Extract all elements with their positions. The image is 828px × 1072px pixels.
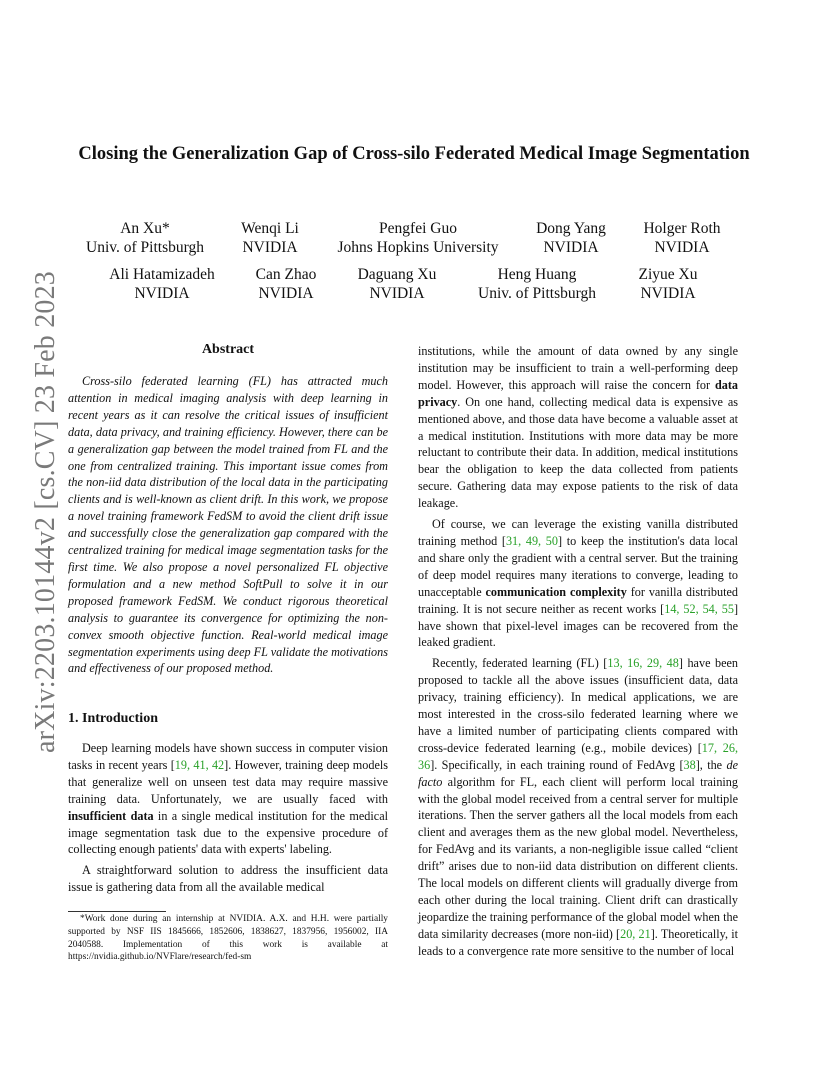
author-name: Holger Roth	[643, 220, 721, 237]
text-run: in a single medical institution for the medical image segmentation task due to the expensive procedure of collecting enough patients' data with experts' labeling.	[68, 808, 388, 857]
text-run: ], the	[695, 757, 727, 772]
author-block	[478, 265, 596, 303]
author-block	[358, 265, 437, 303]
author-affiliation: NVIDIA	[258, 285, 314, 302]
emphasis: data privacy	[418, 377, 738, 409]
author-name: Ziyue Xu	[638, 266, 698, 283]
author-affiliation: NVIDIA	[242, 239, 298, 256]
footnote-divider	[68, 911, 166, 912]
author-name: Wenqi Li	[241, 220, 299, 237]
author-block	[241, 219, 299, 257]
author-block	[256, 265, 317, 303]
arxiv-identifier: arXiv:2203.10144v2 [cs.CV] 23 Feb 2023	[30, 270, 61, 754]
author-name: Ali Hatamizadeh	[109, 266, 215, 283]
text-run: ]. Specifically, in each training round of FedAvg [	[430, 757, 684, 772]
author-name: Pengfei Guo	[379, 220, 457, 237]
author-name: Daguang Xu	[357, 266, 437, 283]
author-block	[639, 265, 698, 303]
author-affiliation: Univ. of Pittsburgh	[478, 285, 596, 302]
footnote-text: *Work done during an internship at NVIDIA. A.X. and H.H. were partially supported by NSF IIS 1845666, 1852606, 1838627, 1837956, 1956002, IIA 2040588. Implementation of this work is available at https://nvidia.github.io/NVFlare/research/fed-sm	[68, 914, 388, 963]
text-run: ] to keep the institution's data local and share only the gradient with a central server. But the training of deep model requires many iterations to converge, leading to unacceptable	[418, 533, 738, 599]
paragraph: A straightforward solution to address the insufficient data issue is gathering data from all the available medical	[68, 863, 388, 895]
text-run: ]. However, training deep models that generalize well on unseen test data may require massive training data. Unfortunately, we are usually faced with	[68, 757, 389, 806]
emphasis: de facto	[418, 757, 738, 789]
author-block	[86, 219, 204, 257]
citation-link[interactable]: 17, 26, 36	[418, 740, 738, 772]
abstract-heading: Abstract	[201, 342, 255, 357]
emphasis: communication complexity	[485, 584, 627, 599]
abstract-text: Cross-silo federated learning (FL) has attracted much attention in medical imaging analysis with deep learning in recent years as it can resolve the critical issues of insufficient data, data privacy, and training efficiency. However, there can be a generalization gap between the model trained from FL and the one from centralized training. This important issue comes from the non-iid data distribution of the local data in the participating clients and is well-known as client drift. In this work, we propose a novel training framework FedSM to avoid the client drift issue and successfully close the generalization gap compared with the centralized training for medical image segmentation tasks for the first time. We also propose a novel personalized FL objective formulation and a new method SoftPull to solve it in our proposed framework FedSM. We conduct rigorous theoretical analysis to guarantee its convergence for optimizing the non-convex smooth objective function. Real-world medical image segmentation experiments using deep FL validate the motivations and effectiveness of our proposed method.	[68, 374, 388, 676]
text-run: Recently, federated learning (FL) [	[432, 656, 608, 671]
citation-link[interactable]: 14, 52, 54, 55	[664, 601, 734, 616]
paragraph	[418, 655, 738, 959]
author-affiliation: Johns Hopkins University	[337, 239, 499, 256]
author-affiliation: NVIDIA	[134, 285, 190, 302]
introduction-body	[68, 740, 388, 896]
text-run: . On one hand, collecting medical data is expensive as mentioned above, and those data have become a valuable asset at a medical institution. Institutions with more data may be more reluctant to contribute their data. In addition, medical institutions bear the obligation to keep the data collected from patients secure. Gathering data may expose patients to the risk of data leakage.	[418, 394, 738, 511]
paragraph	[418, 516, 738, 651]
paragraph	[68, 740, 388, 858]
section-heading-introduction: 1. Introduction	[68, 711, 158, 726]
citation-link[interactable]: 31, 49, 50	[505, 533, 558, 548]
author-block	[536, 219, 606, 257]
citation-link[interactable]: 13, 16, 29, 48	[607, 656, 679, 671]
author-name: Heng Huang	[497, 266, 577, 283]
author-affiliation: Univ. of Pittsburgh	[86, 239, 204, 256]
author-block	[337, 219, 498, 257]
author-affiliation: NVIDIA	[543, 239, 599, 256]
author-block	[643, 219, 720, 257]
text-run: Deep learning models have shown success in computer vision tasks in recent years [	[68, 741, 388, 772]
author-affiliation: NVIDIA	[654, 239, 710, 256]
emphasis: insufficient data	[68, 808, 154, 823]
right-column-body	[418, 343, 738, 960]
author-block	[109, 265, 214, 303]
author-name: Can Zhao	[255, 266, 317, 283]
text-run: ] have shown that pixel-level images can be recovered from the leaked gradient.	[418, 601, 738, 650]
author-affiliation: NVIDIA	[369, 285, 425, 302]
paper-title: Closing the Generalization Gap of Cross-silo Federated Medical Image Segmentation	[78, 144, 750, 164]
author-name: An Xu*	[120, 220, 170, 237]
abstract-body	[68, 373, 388, 677]
paragraph	[418, 343, 738, 512]
text-run: ]. Theoretically, it leads to a convergence rate more sensitive to the number of local	[418, 926, 739, 958]
citation-link[interactable]: 20, 21	[620, 926, 651, 941]
citation-link[interactable]: 38	[683, 757, 696, 772]
citation-link[interactable]: 19, 41, 42	[174, 757, 225, 772]
text-run: ] have been proposed to tackle all the above issues (insufficient data, data privacy, training efficiency). In medical applications, we are most interested in the cross-silo federated learning where we have a limited number of participating clients compared with cross-device federated learning (e.g., mobile devices) [	[418, 656, 739, 755]
author-name: Dong Yang	[536, 220, 606, 237]
author-affiliation: NVIDIA	[640, 285, 696, 302]
text-run: for vanilla distributed training. It is not secure neither as recent works [	[418, 584, 738, 616]
footnote	[68, 913, 388, 964]
text-run: algorithm for FL, each client will perform local training with the global model received from a central server for multiple iterations. Then the server gathers all the local models from each client and averages them as the new global model. Nevertheless, for FedAvg and its variants, a non-negligible issue called “client drift” arises due to non-iid data distribution on different clients. The local models on different clients will gradually diverge from each other during the local training. Client drift can drastically jeopardize the training performance of the global model when the data similarity decreases (more non-iid) [	[418, 774, 738, 941]
text-run: Of course, we can leverage the existing vanilla distributed training method [	[418, 517, 738, 548]
text-run: institutions, while the amount of data owned by any single institution may be insufficient to train a well-performing deep model. However, this approach will raise the concern for	[418, 344, 738, 392]
